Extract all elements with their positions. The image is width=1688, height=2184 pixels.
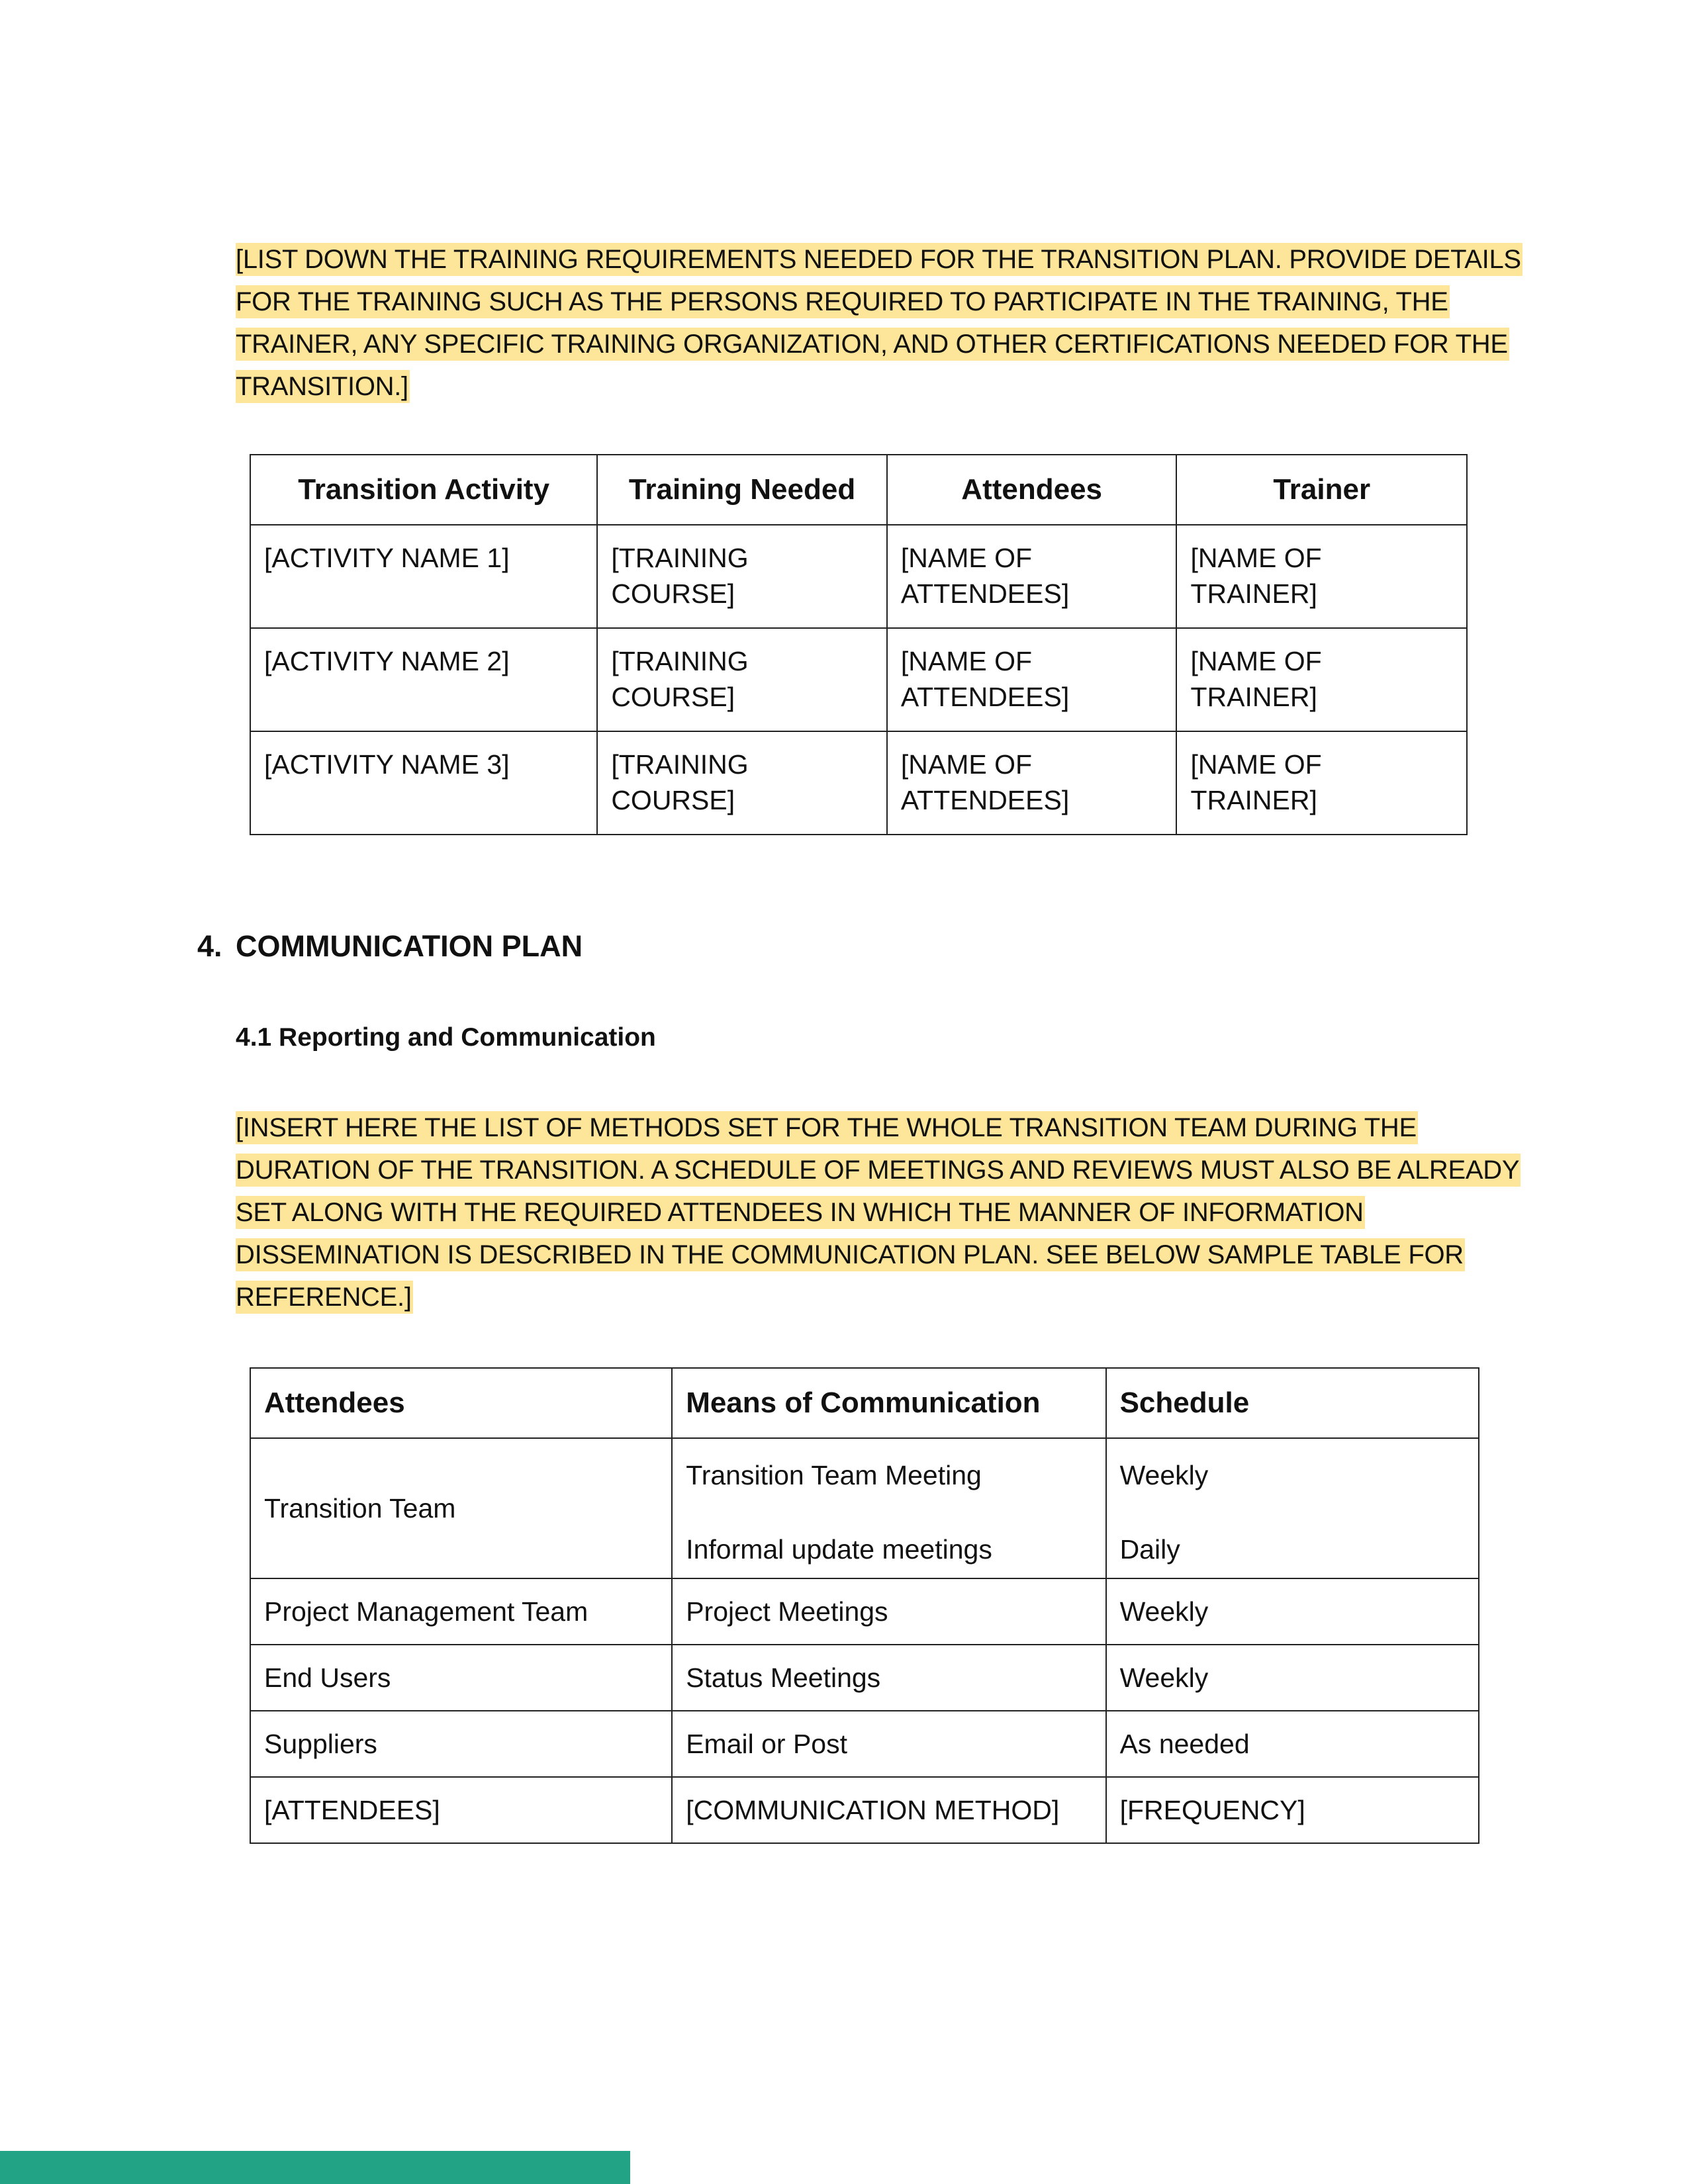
cell-training: [TRAINING COURSE] (597, 525, 887, 628)
table-row (250, 731, 1467, 835)
cell-activity: [ACTIVITY NAME 3] (250, 731, 597, 835)
training-table (250, 454, 1468, 835)
table-header-row (250, 455, 1467, 525)
header-transition-activity: Transition Activity (250, 455, 597, 525)
cell-means: [COMMUNICATION METHOD] (672, 1777, 1105, 1843)
training-intro-text (236, 238, 1523, 408)
header-schedule: Schedule (1106, 1368, 1479, 1438)
training-intro-line: FOR THE TRAINING SUCH AS THE PERSONS REQUIRED TO PARTICIPATE IN THE TRAINING, THE (236, 281, 1523, 323)
table-row (250, 1438, 1479, 1578)
cell-attendees: End Users (250, 1645, 672, 1711)
communication-intro-line: DURATION OF THE TRANSITION. A SCHEDULE OF MEETINGS AND REVIEWS MUST ALSO BE ALREADY (236, 1149, 1521, 1191)
header-training-needed: Training Needed (597, 455, 887, 525)
cell-attendees: [NAME OF ATTENDEES] (887, 628, 1177, 731)
schedule-item: Weekly (1119, 1460, 1209, 1490)
section-heading (197, 929, 583, 964)
cell-means (672, 1438, 1105, 1578)
cell-attendees: Transition Team (250, 1438, 672, 1578)
means-item: Transition Team Meeting (686, 1460, 982, 1490)
header-trainer: Trainer (1176, 455, 1467, 525)
training-intro-line: TRAINER, ANY SPECIFIC TRAINING ORGANIZATION, AND OTHER CERTIFICATIONS NEEDED FOR THE (236, 323, 1523, 365)
table-row (250, 628, 1467, 731)
cell-training: [TRAINING COURSE] (597, 628, 887, 731)
table-row (250, 1711, 1479, 1777)
cell-attendees: [ATTENDEES] (250, 1777, 672, 1843)
cell-attendees: Project Management Team (250, 1578, 672, 1645)
table-row (250, 1578, 1479, 1645)
footer-accent-bar (0, 2151, 630, 2184)
subsection-heading: 4.1 Reporting and Communication (236, 1023, 656, 1052)
communication-intro-line: DISSEMINATION IS DESCRIBED IN THE COMMUNICATION PLAN. SEE BELOW SAMPLE TABLE FOR (236, 1234, 1521, 1276)
table-row (250, 525, 1467, 628)
cell-schedule: Weekly (1106, 1578, 1479, 1645)
header-attendees: Attendees (250, 1368, 672, 1438)
cell-activity: [ACTIVITY NAME 1] (250, 525, 597, 628)
header-attendees: Attendees (887, 455, 1177, 525)
cell-means: Status Meetings (672, 1645, 1105, 1711)
cell-attendees: [NAME OF ATTENDEES] (887, 525, 1177, 628)
cell-schedule (1106, 1438, 1479, 1578)
cell-trainer: [NAME OF TRAINER] (1176, 525, 1467, 628)
table-row (250, 1645, 1479, 1711)
section-title: COMMUNICATION PLAN (236, 929, 583, 963)
cell-attendees: [NAME OF ATTENDEES] (887, 731, 1177, 835)
cell-means: Email or Post (672, 1711, 1105, 1777)
cell-trainer: [NAME OF TRAINER] (1176, 731, 1467, 835)
section-number: 4. (197, 929, 222, 963)
cell-schedule: Weekly (1106, 1645, 1479, 1711)
cell-schedule: As needed (1106, 1711, 1479, 1777)
schedule-item: Daily (1119, 1534, 1180, 1565)
cell-training: [TRAINING COURSE] (597, 731, 887, 835)
communication-intro-line: REFERENCE.] (236, 1276, 1521, 1318)
table-row (250, 1777, 1479, 1843)
communication-intro-line: SET ALONG WITH THE REQUIRED ATTENDEES IN WHICH THE MANNER OF INFORMATION (236, 1191, 1521, 1234)
means-item: Informal update meetings (686, 1534, 992, 1565)
communication-table (250, 1367, 1479, 1844)
cell-means: Project Meetings (672, 1578, 1105, 1645)
training-intro-line: [LIST DOWN THE TRAINING REQUIREMENTS NEEDED FOR THE TRANSITION PLAN. PROVIDE DETAILS (236, 238, 1523, 281)
header-means-of-communication: Means of Communication (672, 1368, 1105, 1438)
cell-trainer: [NAME OF TRAINER] (1176, 628, 1467, 731)
communication-intro-text (236, 1107, 1521, 1318)
cell-attendees: Suppliers (250, 1711, 672, 1777)
cell-schedule: [FREQUENCY] (1106, 1777, 1479, 1843)
table-header-row (250, 1368, 1479, 1438)
training-intro-line: TRANSITION.] (236, 365, 1523, 408)
cell-activity: [ACTIVITY NAME 2] (250, 628, 597, 731)
communication-intro-line: [INSERT HERE THE LIST OF METHODS SET FOR THE WHOLE TRANSITION TEAM DURING THE (236, 1107, 1521, 1149)
